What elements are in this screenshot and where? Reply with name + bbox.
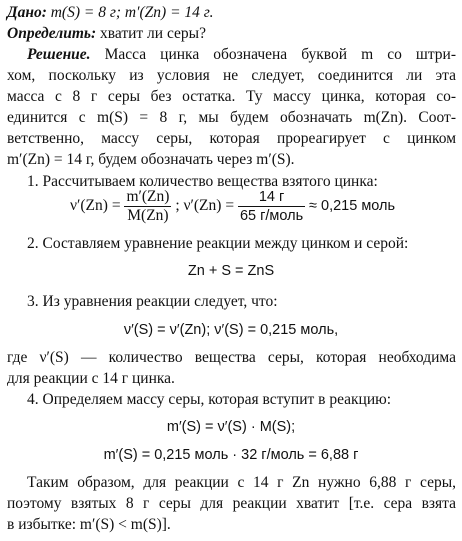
step4-equation-2: m′(S) = 0,215 моль · 32 г/моль = 6,88 г	[103, 447, 359, 463]
step1-lhs2: ν′(Zn) =	[183, 197, 235, 215]
step1-separator: ;	[175, 197, 180, 215]
solution-line-6: m′(Zn) = 14 г, будем обозначать через m′(S).	[7, 151, 295, 168]
solution-line-2: хом, поскольку из условия не следует, соединится ли эта	[7, 67, 456, 84]
find-line	[7, 23, 456, 44]
step1-result: ≈ 0,215 моль	[309, 198, 396, 215]
step4-heading: 4. Определяем массу серы, которая вступит в реакцию:	[27, 391, 392, 408]
solution-line-4: единится с m(S) = 8 г, мы будем обозначать m(Zn). Соот-	[7, 109, 456, 126]
step1-frac2-num: 14 г	[238, 188, 305, 207]
solution-line-1	[27, 44, 456, 65]
step1-frac1-num: m′(Zn)	[126, 188, 170, 205]
step3-line-1: где ν′(S) — количество вещества серы, которая необходима	[7, 349, 456, 366]
step1-fraction-2	[238, 188, 305, 225]
step3-equation: ν′(S) = ν′(Zn); ν′(S) = 0,215 моль,	[123, 322, 339, 338]
step1-frac1-den: M(Zn)	[127, 207, 169, 224]
given-text: m(S) = 8 г; m′(Zn) = 14 г.	[50, 4, 214, 21]
solution-line-3: масса с 8 г серы без остатка. Ту массу цинка, которая со-	[7, 88, 456, 105]
conclusion-line-3: в избытке: m′(S) < m(S)].	[7, 516, 171, 533]
step1-formula	[70, 188, 395, 225]
step2-heading: 2. Составляем уравнение реакции между цинком и серой:	[27, 235, 409, 252]
find-text: хватит ли серы?	[100, 25, 206, 42]
given-line	[7, 2, 456, 23]
conclusion-line-1: Таким образом, для реакции с 14 г Zn нужно 6,88 г серы,	[27, 474, 456, 491]
find-label: Определить:	[7, 25, 97, 42]
step2-equation: Zn + S = ZnS	[187, 263, 275, 279]
given-label: Дано:	[7, 4, 47, 21]
step1-heading: 1. Рассчитываем количество вещества взятого цинка:	[27, 173, 378, 190]
step3-heading: 3. Из уравнения реакции следует, что:	[27, 293, 278, 310]
step1-fraction-1	[124, 188, 171, 225]
step1-lhs1: ν′(Zn) =	[70, 197, 121, 215]
conclusion-line-2: поэтому взятых 8 г серы для реакции хватит [т.е. сера взята	[7, 495, 456, 512]
solution-label: Решение.	[27, 46, 91, 63]
solution-text-1: Масса цинка обозначена буквой m со штри-	[104, 46, 457, 63]
step1-frac2-den: 65 г/моль	[239, 208, 304, 224]
step4-equation-1: m′(S) = ν′(S) · M(S);	[166, 419, 296, 435]
step3-line-2: для реакции с 14 г цинка.	[7, 370, 175, 387]
solution-line-5: ветственно, массу серы, которая прореагирует с цинком	[7, 130, 456, 147]
